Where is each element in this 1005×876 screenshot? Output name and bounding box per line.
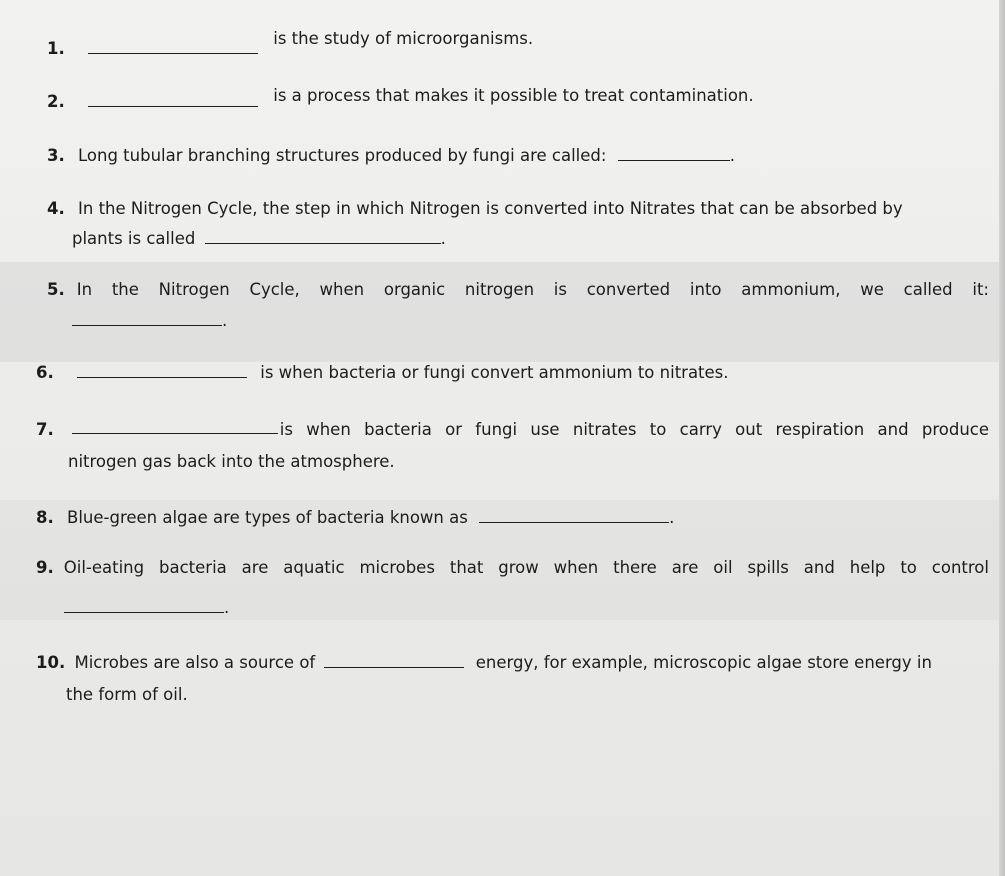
question-punctuation: . <box>224 598 230 617</box>
question-text: is when bacteria or fungi use nitrates to carry out respiration and produce <box>279 420 989 439</box>
answer-blank[interactable] <box>77 363 247 378</box>
question-text: Microbes are also a source of <box>74 653 316 672</box>
question-text: is the study of microorganisms. <box>273 29 534 48</box>
question-number: 3. <box>47 146 65 165</box>
question-10 <box>36 652 932 674</box>
question-3 <box>47 145 735 167</box>
question-text: Long tubular branching structures produced by fungi are called: <box>78 146 607 165</box>
answer-blank[interactable] <box>479 508 669 523</box>
question-text: nitrogen gas back into the atmosphere. <box>68 452 395 471</box>
question-text: plants is called <box>72 229 196 248</box>
question-number: 10. <box>36 653 66 672</box>
question-text: is when bacteria or fungi convert ammonium to nitrates. <box>260 363 729 382</box>
answer-blank[interactable] <box>64 598 224 613</box>
question-9 <box>36 557 989 579</box>
question-1 <box>47 29 534 60</box>
question-punctuation: . <box>669 508 675 527</box>
question-punctuation: . <box>222 311 228 330</box>
question-4-line-2 <box>72 228 446 250</box>
question-4 <box>47 198 903 220</box>
question-number: 9. <box>36 558 54 577</box>
answer-blank[interactable] <box>88 39 258 54</box>
question-9-line-2 <box>64 597 229 619</box>
page-edge <box>999 0 1005 876</box>
question-text: Blue-green algae are types of bacteria known as <box>67 508 468 527</box>
question-text: In the Nitrogen Cycle, the step in which Nitrogen is converted into Nitrates that can be absorbed by <box>78 199 903 218</box>
question-text: the form of oil. <box>66 685 188 704</box>
question-5-line-2 <box>72 310 227 332</box>
question-number: 2. <box>47 92 65 111</box>
question-text: In the Nitrogen Cycle, when organic nitrogen is converted into ammonium, we called it: <box>76 280 989 299</box>
answer-blank[interactable] <box>72 419 278 434</box>
question-number: 6. <box>36 363 54 382</box>
question-8 <box>36 507 674 529</box>
question-number: 5. <box>47 280 65 299</box>
question-5 <box>47 279 989 301</box>
question-punctuation: . <box>729 146 735 165</box>
question-number: 4. <box>47 199 65 218</box>
question-6 <box>36 362 729 384</box>
question-7 <box>36 419 989 441</box>
question-text: is a process that makes it possible to treat contamination. <box>273 86 754 105</box>
question-text: energy, for example, microscopic algae store energy in <box>475 653 932 672</box>
answer-blank[interactable] <box>324 653 464 668</box>
answer-blank[interactable] <box>88 92 258 107</box>
answer-blank[interactable] <box>72 311 222 326</box>
question-text: Oil-eating bacteria are aquatic microbes that grow when there are oil spills and help to control <box>63 558 989 577</box>
question-7-line-2 <box>68 451 395 473</box>
answer-blank[interactable] <box>205 229 441 244</box>
question-number: 7. <box>36 420 54 439</box>
question-number: 8. <box>36 508 54 527</box>
question-number: 1. <box>47 39 65 58</box>
question-punctuation: . <box>440 229 446 248</box>
question-2 <box>47 86 754 113</box>
answer-blank[interactable] <box>618 146 730 161</box>
question-10-line-2 <box>66 684 188 706</box>
